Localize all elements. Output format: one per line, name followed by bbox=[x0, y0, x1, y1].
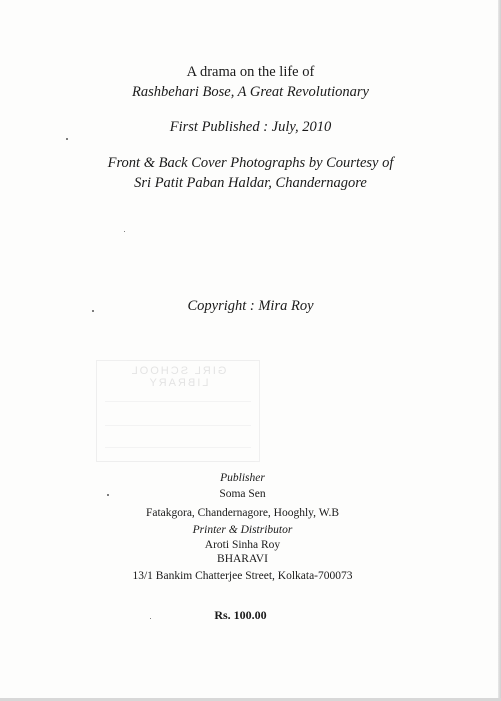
cover-credit-line-1: Front & Back Cover Photographs by Courtesy of bbox=[107, 155, 394, 171]
copyright-line: Copyright : Mira Roy bbox=[187, 298, 314, 314]
cover-credit-line-2: Sri Patit Paban Haldar, Chandernagore bbox=[134, 175, 367, 191]
stamp-rule bbox=[105, 401, 251, 402]
scan-speck bbox=[150, 618, 151, 619]
scan-speck bbox=[107, 494, 109, 496]
first-published-line: First Published : July, 2010 bbox=[169, 119, 332, 135]
library-stamp-show-through bbox=[96, 360, 260, 462]
printer-company: BHARAVI bbox=[217, 553, 268, 565]
printer-heading: Printer & Distributor bbox=[192, 524, 293, 536]
scan-speck bbox=[92, 310, 94, 312]
publisher-name: Soma Sen bbox=[219, 488, 266, 500]
scan-speck bbox=[66, 138, 68, 140]
publisher-address: Fatakgora, Chandernagore, Hooghly, W.B bbox=[145, 507, 340, 519]
library-stamp-text: GIRL SCHOOL LIBRARY bbox=[129, 365, 227, 389]
stamp-rule bbox=[105, 425, 251, 426]
scan-speck bbox=[124, 231, 125, 232]
drama-subject-line: Rashbehari Bose, A Great Revolutionary bbox=[132, 84, 369, 100]
stamp-rule bbox=[105, 447, 251, 448]
drama-intro-line: A drama on the life of bbox=[186, 64, 315, 80]
printer-address: 13/1 Bankim Chatterjee Street, Kolkata-700073 bbox=[132, 570, 353, 582]
printer-name: Aroti Sinha Roy bbox=[204, 539, 281, 551]
price-line: Rs. 100.00 bbox=[214, 608, 267, 622]
publisher-heading: Publisher bbox=[220, 472, 265, 484]
